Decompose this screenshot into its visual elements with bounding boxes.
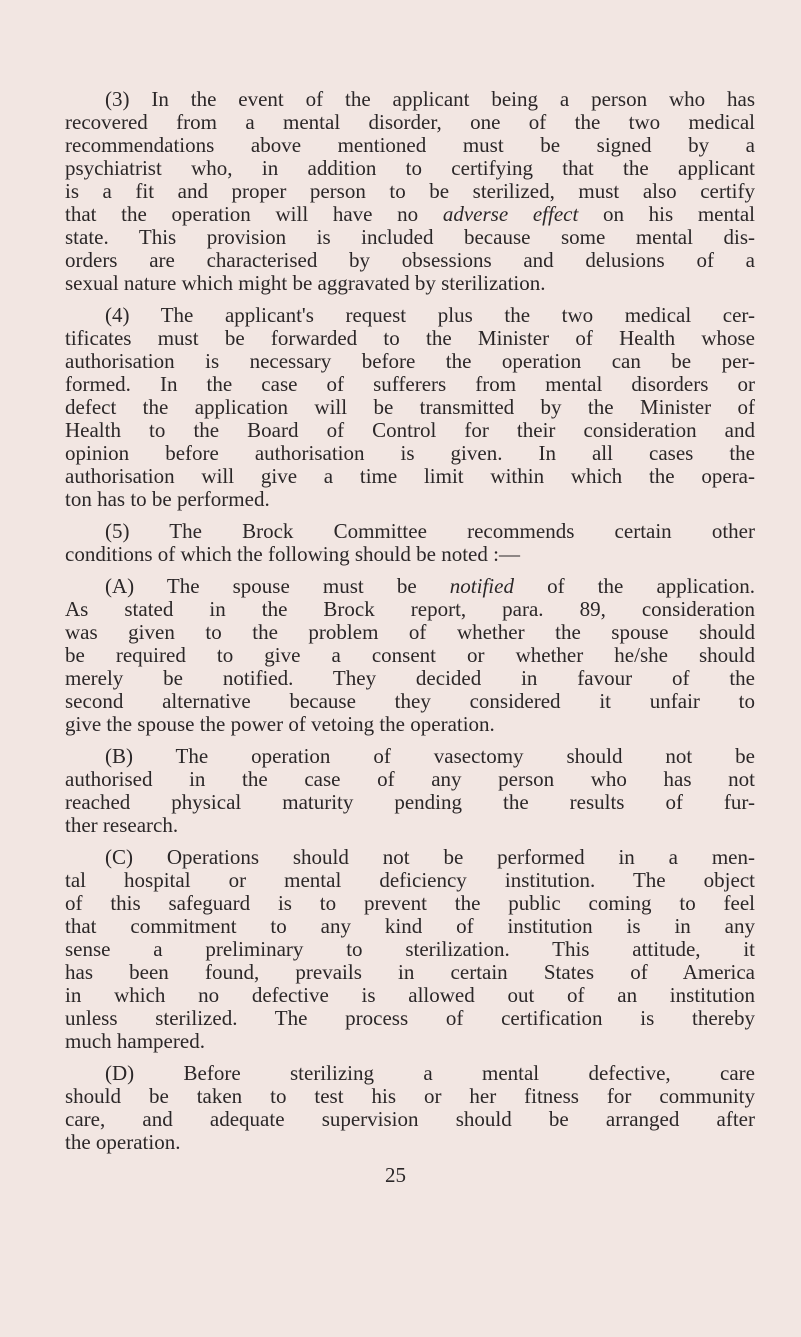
page-body <box>65 88 755 1187</box>
text-segment: tificates must be forwarded to the Minister of Health whose <box>65 326 755 350</box>
text-segment: give the spouse the power of vetoing the operation. <box>65 712 495 736</box>
paragraph-b <box>65 745 755 837</box>
text-line <box>65 157 755 180</box>
text-segment: the operation. <box>65 1130 181 1154</box>
text-segment: (5) The Brock Committee recommends certain other <box>105 519 755 543</box>
text-line <box>65 814 755 837</box>
text-segment: of the application. <box>513 574 755 598</box>
text-line <box>65 621 755 644</box>
text-segment: state. This provision is included because some mental dis- <box>65 225 755 249</box>
text-line <box>65 465 755 488</box>
text-line <box>65 575 755 598</box>
text-segment: that the operation will have no <box>65 202 443 226</box>
text-line <box>65 111 755 134</box>
text-segment: care, and adequate supervision should be arranged after <box>65 1107 755 1131</box>
text-line <box>65 396 755 419</box>
text-segment: defect the application will be transmitted by the Minister of <box>65 395 755 419</box>
text-line <box>65 272 755 295</box>
text-line <box>65 667 755 690</box>
text-line <box>65 543 755 566</box>
text-segment: be required to give a consent or whether he/she should <box>65 643 755 667</box>
text-segment: authorised in the case of any person who has not <box>65 767 755 791</box>
text-line <box>65 327 755 350</box>
text-segment: of this safeguard is to prevent the public coming to feel <box>65 891 755 915</box>
text-line <box>65 1030 755 1053</box>
emphasis-text: notified <box>449 574 514 598</box>
text-segment: much hampered. <box>65 1029 205 1053</box>
text-segment: merely be notified. They decided in favour of the <box>65 666 755 690</box>
text-line <box>65 1085 755 1108</box>
text-segment: sense a preliminary to sterilization. This attitude, it <box>65 937 755 961</box>
text-segment: ton has to be performed. <box>65 487 270 511</box>
text-line <box>65 1131 755 1154</box>
text-segment: (C) Operations should not be performed in a men- <box>105 845 755 869</box>
text-line <box>65 938 755 961</box>
text-line <box>65 745 755 768</box>
text-segment: reached physical maturity pending the results of fur- <box>65 790 755 814</box>
text-line <box>65 488 755 511</box>
text-line <box>65 984 755 1007</box>
text-segment: sexual nature which might be aggravated by sterilization. <box>65 271 546 295</box>
text-segment: tal hospital or mental deficiency institution. The object <box>65 868 755 892</box>
text-line <box>65 690 755 713</box>
text-line <box>65 373 755 396</box>
text-line <box>65 768 755 791</box>
text-line <box>65 520 755 543</box>
text-segment: in which no defective is allowed out of an institution <box>65 983 755 1007</box>
text-line <box>65 249 755 272</box>
text-segment: Health to the Board of Control for their consideration and <box>65 418 755 442</box>
text-line <box>65 442 755 465</box>
paragraph-5 <box>65 520 755 566</box>
text-line <box>65 846 755 869</box>
text-line <box>65 1108 755 1131</box>
emphasis-text: adverse effect <box>442 202 579 226</box>
text-line <box>65 180 755 203</box>
text-line <box>65 791 755 814</box>
text-line <box>65 961 755 984</box>
text-line <box>65 869 755 892</box>
text-line <box>65 203 755 226</box>
text-segment: authorisation is necessary before the operation can be per- <box>65 349 755 373</box>
text-segment: should be taken to test his or her fitness for community <box>65 1084 755 1108</box>
text-segment: orders are characterised by obsessions and delusions of a <box>65 248 755 272</box>
page-number: 25 <box>385 1163 406 1187</box>
text-segment: recovered from a mental disorder, one of the two medical <box>65 110 755 134</box>
text-segment: (4) The applicant's request plus the two medical cer- <box>105 303 755 327</box>
text-segment: authorisation will give a time limit within which the opera- <box>65 464 755 488</box>
text-segment: As stated in the Brock report, para. 89, consideration <box>65 597 755 621</box>
paragraph-3 <box>65 88 755 295</box>
text-segment: formed. In the case of sufferers from mental disorders or <box>65 372 755 396</box>
text-segment: (A) The spouse must be <box>105 574 450 598</box>
text-segment: (B) The operation of vasectomy should not be <box>105 744 755 768</box>
text-line <box>65 1007 755 1030</box>
text-line <box>65 892 755 915</box>
text-line <box>65 226 755 249</box>
text-line <box>65 598 755 621</box>
text-line <box>65 1062 755 1085</box>
text-segment: is a fit and proper person to be sterilized, must also certify <box>65 179 755 203</box>
text-line <box>65 419 755 442</box>
text-segment: psychiatrist who, in addition to certifying that the applicant <box>65 156 755 180</box>
text-segment: unless sterilized. The process of certification is thereby <box>65 1006 755 1030</box>
text-line <box>65 915 755 938</box>
text-segment: ther research. <box>65 813 179 837</box>
text-segment: on his mental <box>578 202 755 226</box>
text-segment: conditions of which the following should be noted :— <box>65 542 520 566</box>
text-segment: was given to the problem of whether the spouse should <box>65 620 755 644</box>
paragraph-d <box>65 1062 755 1154</box>
text-segment: that commitment to any kind of institution is in any <box>65 914 755 938</box>
text-line <box>65 88 755 111</box>
text-segment: (D) Before sterilizing a mental defective, care <box>105 1061 755 1085</box>
text-line <box>65 304 755 327</box>
paragraph-4 <box>65 304 755 511</box>
text-line <box>65 713 755 736</box>
text-line <box>65 644 755 667</box>
text-segment: has been found, prevails in certain States of America <box>65 960 755 984</box>
text-segment: second alternative because they considered it unfair to <box>65 689 755 713</box>
text-segment: opinion before authorisation is given. In all cases the <box>65 441 755 465</box>
text-line <box>65 350 755 373</box>
paragraph-c <box>65 846 755 1053</box>
text-line <box>65 134 755 157</box>
paragraph-a <box>65 575 755 736</box>
text-segment: recommendations above mentioned must be signed by a <box>65 133 755 157</box>
text-segment: (3) In the event of the applicant being a person who has <box>105 87 755 111</box>
